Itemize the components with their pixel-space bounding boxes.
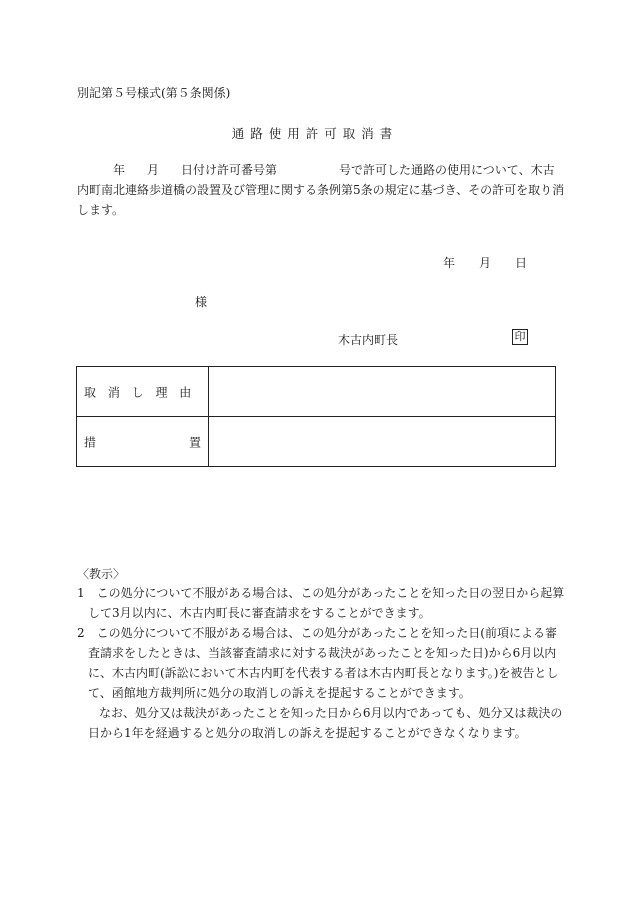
body-year: 年	[113, 163, 126, 177]
measure-value-cell[interactable]	[208, 417, 555, 466]
body-line-1	[77, 160, 555, 180]
body-month: 月	[147, 163, 160, 177]
measure-label-right: 置	[189, 435, 202, 449]
info-table	[76, 366, 556, 467]
table-row-measure	[77, 417, 555, 466]
body-text	[77, 160, 565, 220]
notice-note-line1: なお、処分又は裁決があったことを知った日から6月以内であっても、処分又は裁決の	[99, 706, 563, 720]
notice-item2-line4: て、函館地方裁判所に処分の取消しの訴えを提起することができます。	[88, 686, 471, 700]
measure-label-cell	[77, 417, 209, 466]
date-row	[443, 254, 527, 271]
permit-suffix: 号で許可した通路の使用について、木古	[339, 163, 555, 177]
reason-label: 取 消 し 理 由	[84, 385, 196, 399]
reason-value-cell[interactable]	[208, 367, 555, 416]
notice-text	[77, 583, 565, 743]
date-day: 日	[515, 256, 528, 270]
notice-item2-line2: 査請求をしたときは、当該審査請求に対する裁決があったことを知った日)から6月以内	[88, 646, 557, 660]
notice-item2-line3: に、木古内町(訴訟において木古内町を代表する者は木古内町長となります。)を被告とし	[88, 666, 559, 680]
date-month: 月	[479, 256, 492, 270]
notice-item1-line1: 1 この処分について不服がある場合は、この処分があったことを知った日の翌日から起算	[77, 586, 565, 600]
body-line-3: します。	[77, 203, 125, 217]
body-line-2: 内町南北連絡歩道橋の設置及び管理に関する条例第5条の規定に基づき、その許可を取り消	[77, 183, 565, 197]
addressee-suffix: 様	[195, 295, 208, 309]
seal-mark: 印	[512, 329, 528, 345]
permit-prefix: 日付け許可番号第	[181, 163, 278, 177]
reason-label-cell	[77, 367, 209, 416]
notice-item1-line2: して3月以内に、木古内町長に審査請求をすることができます。	[88, 606, 431, 620]
measure-label-left: 措	[84, 435, 97, 449]
date-year: 年	[443, 256, 456, 270]
document-title: 通路使用許可取消書	[231, 126, 399, 141]
notice-heading: 〈教示〉	[77, 567, 126, 581]
notice-note-line2: 日から1年を経過すると処分の取消しの訴えを提起することができなくなります。	[88, 726, 527, 740]
form-label: 別記第５号様式(第５条関係)	[77, 86, 231, 100]
issuer-name: 木古内町長	[338, 333, 399, 347]
notice-item2-line1: 2 この処分について不服がある場合は、この処分があったことを知った日(前項による審	[77, 626, 557, 640]
table-row-reason	[77, 367, 555, 417]
